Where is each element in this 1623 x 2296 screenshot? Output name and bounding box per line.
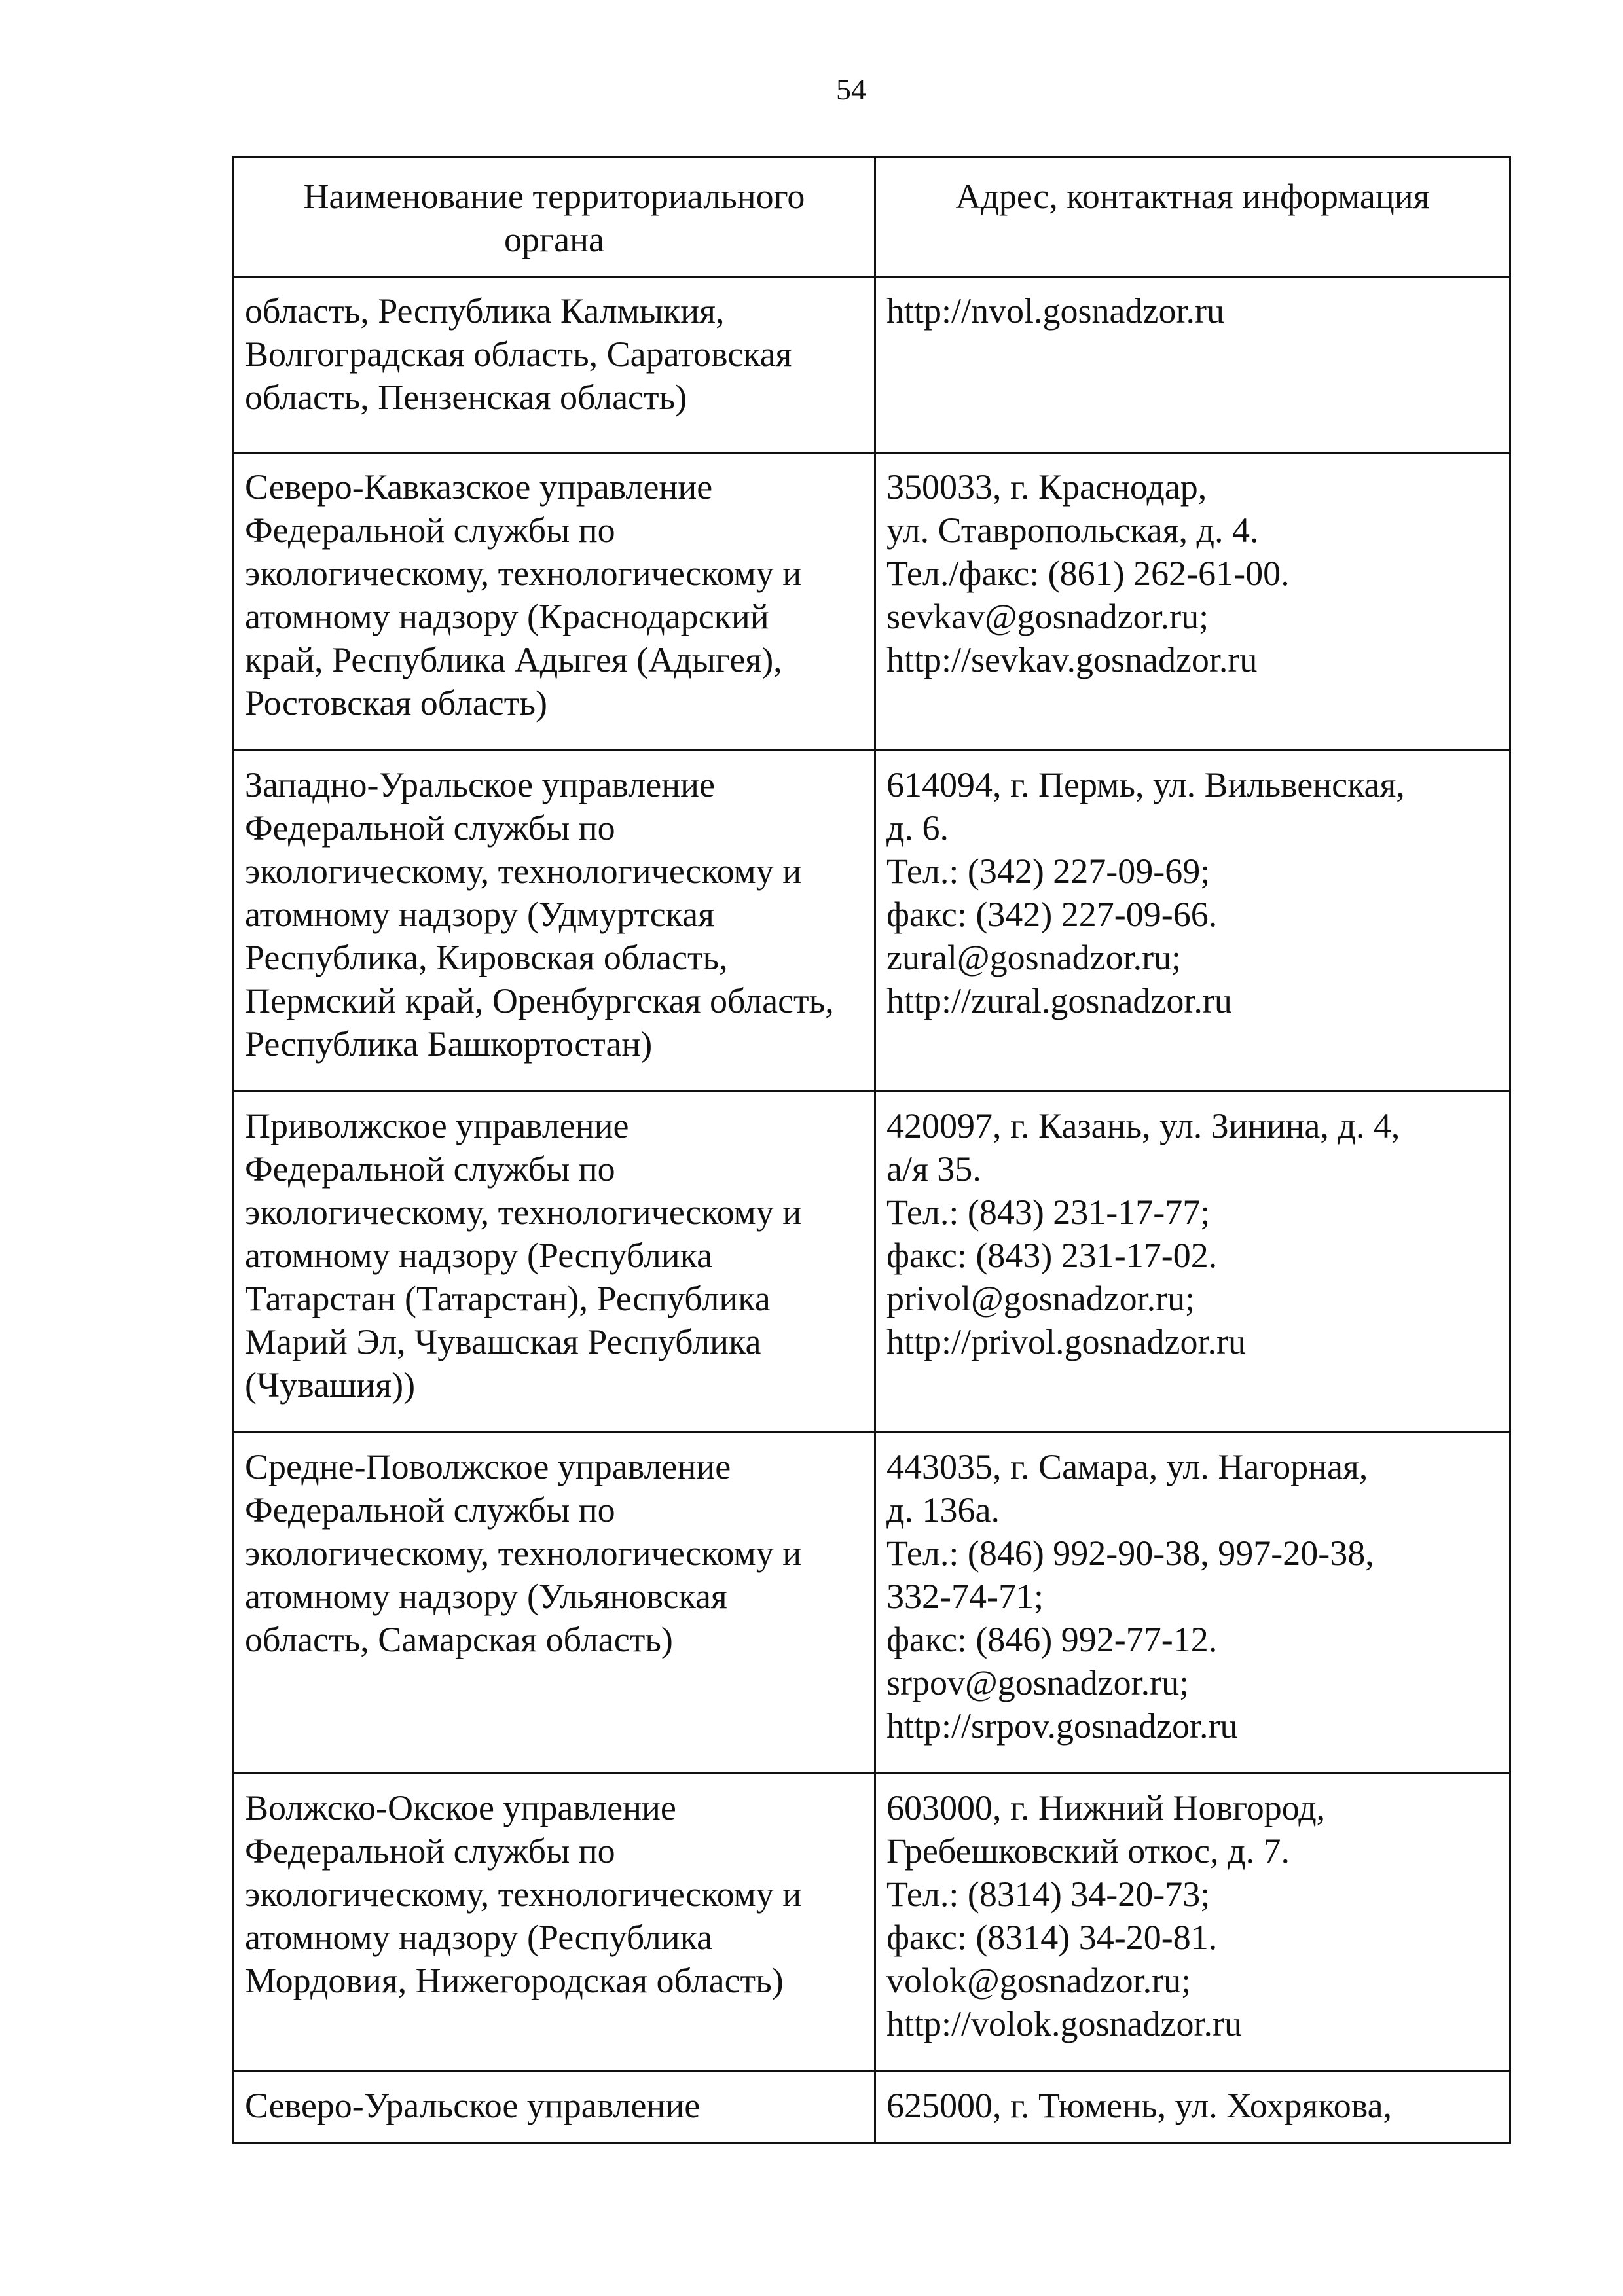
contact-line: 350033, г. Краснодар, xyxy=(886,467,1207,507)
contact-cell xyxy=(875,453,1510,751)
name-line: Приволжское управление xyxy=(245,1106,629,1145)
page-number: 54 xyxy=(836,73,866,106)
table-row xyxy=(234,1774,1510,2072)
contact-line: Тел./факс: (861) 262-61-00. xyxy=(886,554,1290,593)
name-line: Пермский край, Оренбургская область, xyxy=(245,981,834,1020)
table-row xyxy=(234,1433,1510,1774)
name-line: Федеральной службы по xyxy=(245,1831,615,1871)
body-name-cell xyxy=(234,751,875,1092)
name-line: Федеральной службы по xyxy=(245,511,615,550)
email-link[interactable]: sevkav@gosnadzor.ru; xyxy=(886,597,1209,636)
contact-line: факс: (342) 227-09-66. xyxy=(886,895,1218,934)
body-name-cell xyxy=(234,1774,875,2072)
body-name-cell xyxy=(234,453,875,751)
table-row xyxy=(234,2072,1510,2143)
contact-line: 603000, г. Нижний Новгород, xyxy=(886,1788,1326,1827)
contact-line: 420097, г. Казань, ул. Зинина, д. 4, xyxy=(886,1106,1400,1145)
header-name-column xyxy=(234,157,875,277)
name-line: Татарстан (Татарстан), Республика xyxy=(245,1279,771,1318)
website-link[interactable]: http://volok.gosnadzor.ru xyxy=(886,2004,1242,2043)
email-link[interactable]: volok@gosnadzor.ru; xyxy=(886,1961,1192,2000)
name-line: Федеральной службы по xyxy=(245,1490,615,1530)
contact-line: Тел.: (843) 231-17-77; xyxy=(886,1193,1211,1232)
contact-line: Гребешковский откос, д. 7. xyxy=(886,1831,1290,1871)
website-link[interactable]: http://sevkav.gosnadzor.ru xyxy=(886,640,1258,679)
contact-cell xyxy=(875,1774,1510,2072)
website-link[interactable]: http://nvol.gosnadzor.ru xyxy=(886,291,1224,331)
name-line: (Чувашия)) xyxy=(245,1365,416,1405)
contact-line: 614094, г. Пермь, ул. Вильвенская, xyxy=(886,765,1405,804)
contact-line: Тел.: (846) 992-90-38, 997-20-38, xyxy=(886,1534,1374,1573)
header-contact-column: Адрес, контактная информация xyxy=(875,157,1510,277)
name-line: Северо-Уральское управление xyxy=(245,2086,701,2125)
contact-line: а/я 35. xyxy=(886,1149,981,1189)
contact-cell xyxy=(875,1092,1510,1433)
name-line: экологическому, технологическому и xyxy=(245,1193,802,1232)
website-link[interactable]: http://privol.gosnadzor.ru xyxy=(886,1322,1246,1361)
contact-cell xyxy=(875,751,1510,1092)
name-line: Мордовия, Нижегородская область) xyxy=(245,1961,784,2000)
name-line: край, Республика Адыгея (Адыгея), xyxy=(245,640,782,679)
name-line: экологическому, технологическому и xyxy=(245,554,802,593)
name-line: Федеральной службы по xyxy=(245,1149,615,1189)
name-line: атомному надзору (Краснодарский xyxy=(245,597,769,636)
website-link[interactable]: http://srpov.gosnadzor.ru xyxy=(886,1706,1238,1746)
email-link[interactable]: srpov@gosnadzor.ru; xyxy=(886,1663,1190,1702)
body-name-cell xyxy=(234,1433,875,1774)
table-row xyxy=(234,453,1510,751)
contact-line: факс: (846) 992-77-12. xyxy=(886,1620,1218,1659)
contact-line: 625000, г. Тюмень, ул. Хохрякова, xyxy=(886,2086,1393,2125)
table-row xyxy=(234,751,1510,1092)
contact-line: 332-74-71; xyxy=(886,1577,1044,1616)
header-name-line: Наименование территориального xyxy=(303,177,805,216)
name-line: Западно-Уральское управление xyxy=(245,765,715,804)
contact-line: ул. Ставропольская, д. 4. xyxy=(886,511,1259,550)
table-row xyxy=(234,277,1510,453)
body-name-cell xyxy=(234,2072,875,2143)
name-line: экологическому, технологическому и xyxy=(245,1874,802,1914)
contact-line: д. 6. xyxy=(886,808,949,848)
name-line: область, Самарская область) xyxy=(245,1620,673,1659)
name-line: атомному надзору (Ульяновская xyxy=(245,1577,727,1616)
email-link[interactable]: zural@gosnadzor.ru; xyxy=(886,938,1182,977)
name-line: Волгоградская область, Саратовская xyxy=(245,334,792,374)
header-name-line: органа xyxy=(504,220,604,259)
name-line: Волжско-Окское управление xyxy=(245,1788,676,1827)
name-line: Марий Эл, Чувашская Республика xyxy=(245,1322,761,1361)
name-line: Республика Башкортостан) xyxy=(245,1024,653,1064)
name-line: Республика, Кировская область, xyxy=(245,938,728,977)
name-line: область, Республика Калмыкия, xyxy=(245,291,725,331)
body-name-cell xyxy=(234,277,875,453)
name-line: Северо-Кавказское управление xyxy=(245,467,713,507)
name-line: Средне-Поволжское управление xyxy=(245,1447,731,1486)
contact-cell xyxy=(875,277,1510,453)
territorial-bodies-table xyxy=(232,156,1511,2144)
contact-cell xyxy=(875,1433,1510,1774)
email-link[interactable]: privol@gosnadzor.ru; xyxy=(886,1279,1195,1318)
contact-line: Тел.: (342) 227-09-69; xyxy=(886,852,1211,891)
contact-cell xyxy=(875,2072,1510,2143)
name-line: атомному надзору (Республика xyxy=(245,1236,713,1275)
website-link[interactable]: http://zural.gosnadzor.ru xyxy=(886,981,1232,1020)
contact-line: факс: (843) 231-17-02. xyxy=(886,1236,1218,1275)
name-line: область, Пензенская область) xyxy=(245,378,687,417)
contact-line: д. 136а. xyxy=(886,1490,1000,1530)
name-line: Ростовская область) xyxy=(245,683,547,723)
name-line: атомному надзору (Удмуртская xyxy=(245,895,714,934)
name-line: экологическому, технологическому и xyxy=(245,852,802,891)
table-row xyxy=(234,1092,1510,1433)
name-line: экологическому, технологическому и xyxy=(245,1534,802,1573)
contact-line: Тел.: (8314) 34-20-73; xyxy=(886,1874,1211,1914)
table-header-row xyxy=(234,157,1510,277)
contact-line: 443035, г. Самара, ул. Нагорная, xyxy=(886,1447,1368,1486)
body-name-cell xyxy=(234,1092,875,1433)
contact-line: факс: (8314) 34-20-81. xyxy=(886,1918,1218,1957)
name-line: Федеральной службы по xyxy=(245,808,615,848)
name-line: атомному надзору (Республика xyxy=(245,1918,713,1957)
